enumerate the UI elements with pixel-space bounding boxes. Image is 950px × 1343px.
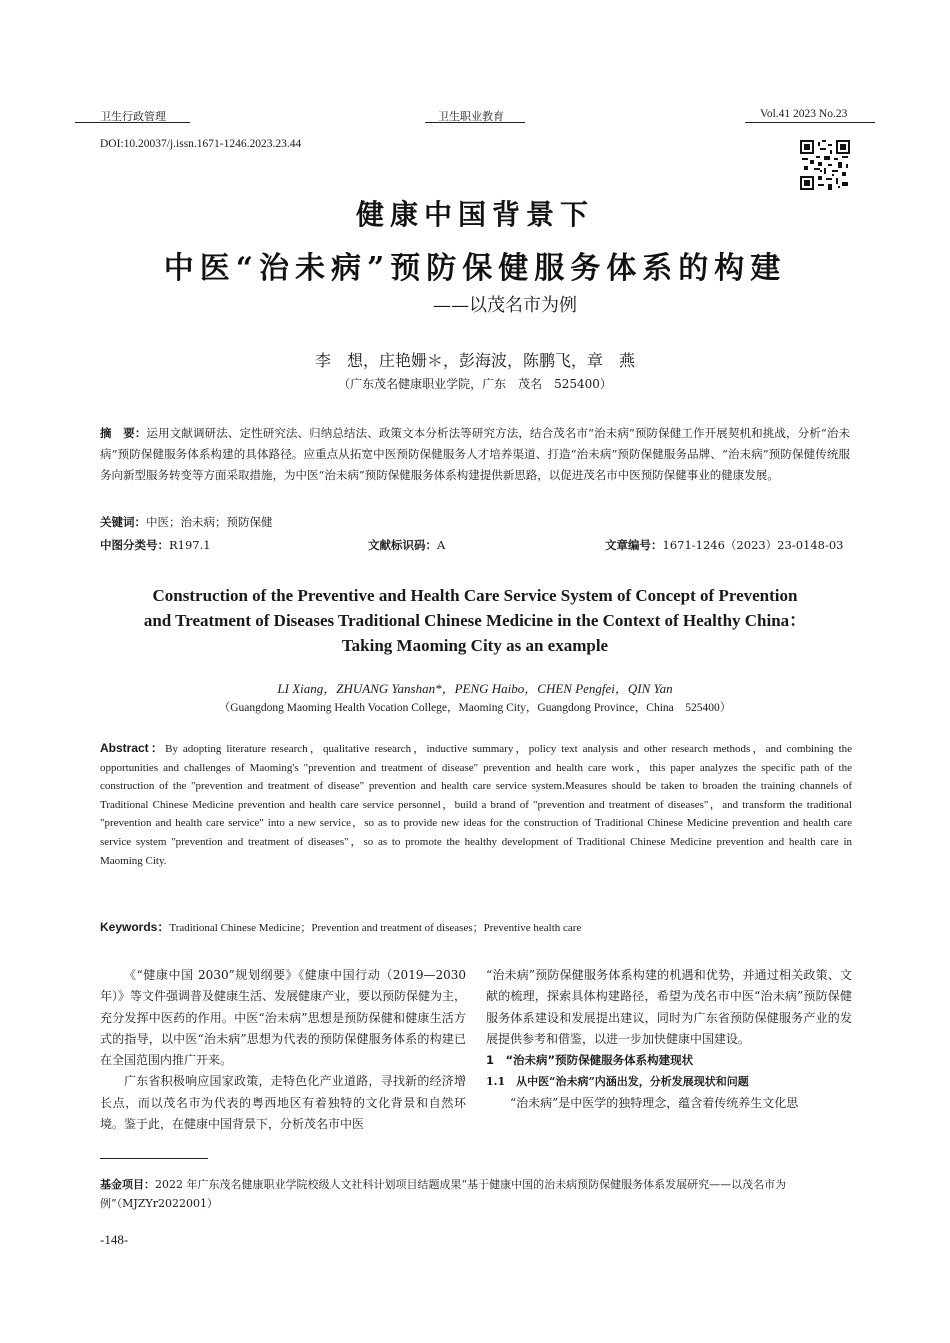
article-label: 文章编号： xyxy=(605,538,663,552)
page-number: -148- xyxy=(100,1232,129,1247)
header-rule-right xyxy=(745,122,875,123)
keywords-cn-label: 关键词： xyxy=(100,515,146,529)
title-en-line-2: and Treatment of Diseases Traditional Chinese Medicine in the Context of Healthy China： xyxy=(143,611,807,630)
article-number xyxy=(605,537,844,553)
journal-name: 卫生职业教育 xyxy=(438,110,504,123)
abstract-en xyxy=(100,739,852,870)
funding-note xyxy=(100,1175,852,1213)
article-value: 1671-1246（2023）23-0148-03 xyxy=(662,538,844,552)
body-right-column xyxy=(486,965,852,1114)
affiliation-en: （Guangdong Maoming Health Vocation College，Maoming City，Guangdong Province，China 525400） xyxy=(218,702,732,714)
affiliation-cn: （广东茂名健康职业学院，广东 茂名 525400） xyxy=(338,377,612,391)
abstract-cn-label: 摘 要： xyxy=(100,426,147,440)
keywords-cn xyxy=(100,512,850,533)
doi: DOI:10.20037/j.issn.1671-1246.2023.23.44 xyxy=(100,138,302,150)
paragraph: 《“健康中国 2030”规划纲要》《健康中国行动（2019—2030年）》等文件强调普及健康生活、发展健康产业，要以预防保健为主，充分发挥中医药的作用。中医“治未病”思想是预防保健和健康生活方式的指导，以中医“治未病”思想为代表的预防保健服务体系的构建已在全国范围内推广开来。 xyxy=(100,968,467,1068)
funding-text: 2022 年广东茂名健康职业学院校级人文社科计划项目结题成果“基于健康中国的治未病预防保健服务体系发展研究——以茂名市为例”（MJZYr2022001） xyxy=(100,1178,787,1210)
title-line-1: 健康中国背景下 xyxy=(355,198,594,231)
paragraph: 广东省积极响应国家政策，走特色化产业道路，寻找新的经济增长点，而以茂名市为代表的粤西地区有着独特的文化背景和自然环境。鉴于此，在健康中国背景下，分析茂名市中医 xyxy=(100,1074,466,1132)
keywords-cn-text: 中医；治未病；预防保健 xyxy=(146,515,273,529)
title-en-line-1: Construction of the Preventive and Health Care Service System of Concept of Prevention xyxy=(152,586,798,605)
authors-cn: 李 想，庄艳姗＊，彭海波，陈鹏飞，章 燕 xyxy=(314,351,635,370)
authors-en: LI Xiang，ZHUANG Yanshan*，PENG Haibo，CHEN Pengfei，QIN Yan xyxy=(277,681,673,696)
doc-value: A xyxy=(437,538,446,552)
doc-label: 文献标识码： xyxy=(368,538,437,552)
paragraph: “治未病”是中医学的独特理念，蕴含着传统养生文化思 xyxy=(510,1095,799,1110)
keywords-en-text: Traditional Chinese Medicine；Prevention and treatment of diseases；Preventive health care xyxy=(169,922,582,934)
section-heading: 1 “治未病”预防保健服务体系构建现状 xyxy=(486,1053,694,1068)
header-rule-center xyxy=(425,122,525,123)
footnote-rule xyxy=(100,1158,208,1159)
document-code xyxy=(368,537,445,553)
clc-value: R197.1 xyxy=(169,538,211,552)
qr-code-icon xyxy=(800,140,850,190)
body-left-column xyxy=(100,965,466,1135)
keywords-en-label: Keywords： xyxy=(100,920,170,934)
abstract-cn-text: 运用文献调研法、定性研究法、归纳总结法、政策文本分析法等研究方法，结合茂名市“治未病”预防保健工作开展契机和挑战，分析“治未病”预防保健服务体系构建的具体路径。应重点从拓宽中医预防保健服务人才培养渠道、打造“治未病”预防保健服务品牌、“治未病”预防保健传统服务向新型服务转变等方面采取措施，为中医“治未病”预防保健服务体系构建提供新思路，以促进茂名市中医预防保健事业的健康发展。 xyxy=(100,426,850,482)
journal-section: 卫生行政管理 xyxy=(100,110,166,123)
subtitle: ——以茂名市为例 xyxy=(433,295,577,316)
clc-number xyxy=(100,537,211,553)
funding-label: 基金项目： xyxy=(100,1178,155,1191)
abstract-cn xyxy=(100,423,850,486)
header-rule-left xyxy=(75,122,190,123)
abstract-en-text: By adopting literature research，qualitative research，inductive summary，policy text analysis and other research methods，and combining the opportunities and challenges of Maoming's "prevention and treatment of disease" prevention and health care work，this paper analyzes the specific path of the construction of the "prevention and treatment of disease" prevention and health care service system.Measures should be taken to broaden the training channels of Traditional Chinese Medicine prevention and health care service personnel，build a brand of "prevention and treatment of diseases"，and transform the traditional "prevention and health care service" into a new service，so as to provide new ideas for the construction of Traditional Chinese Medicine prevention and health care service system "prevention and treatment of diseases"，so as to promote the healthy development of Traditional Chinese Medicine prevention and health care in Maoming City. xyxy=(100,743,853,867)
subsection-heading: 1.1 从中医“治未病”内涵出发，分析发展现状和问题 xyxy=(486,1075,749,1089)
title-en-line-3: Taking Maoming City as an example xyxy=(341,636,609,655)
paragraph: “治未病”预防保健服务体系构建的机遇和优势，并通过相关政策、文献的梳理，探索具体构建路径，希望为茂名市中医“治未病”预防保健服务体系建设和发展提出建议，同时为广东省预防保健服务产业的发展提供参考和借鉴，以进一步加快健康中国建设。 xyxy=(486,968,852,1046)
abstract-en-label: Abstract： xyxy=(100,741,166,755)
title-line-2: 中医“治未病”预防保健服务体系的构建 xyxy=(163,251,787,286)
clc-label: 中图分类号： xyxy=(100,538,169,552)
volume-issue: Vol.41 2023 No.23 xyxy=(760,108,848,120)
keywords-en xyxy=(100,918,852,938)
